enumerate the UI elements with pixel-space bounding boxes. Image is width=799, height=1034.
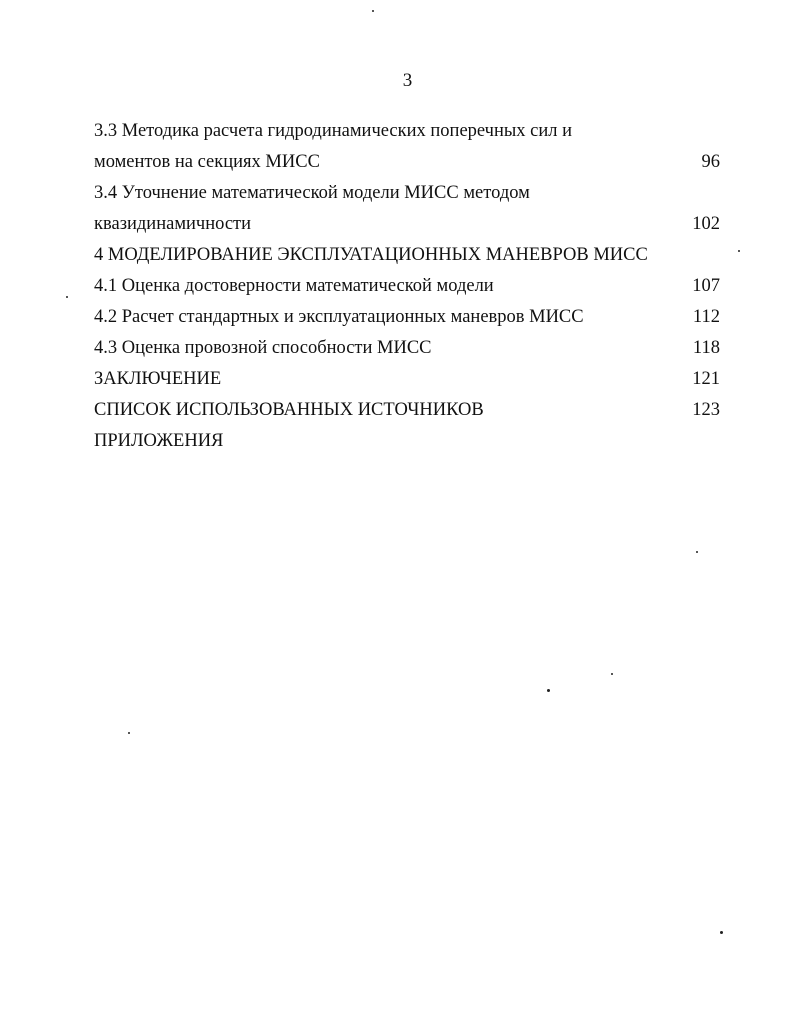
toc-entry-title: 4 МОДЕЛИРОВАНИЕ ЭКСПЛУАТАЦИОННЫХ МАНЕВРОВ МИСС: [94, 245, 648, 265]
table-of-contents: [94, 116, 724, 457]
toc-entry: [94, 209, 724, 240]
toc-entry-page: 121: [692, 369, 720, 389]
toc-entry: [94, 178, 724, 209]
scan-speck: [738, 250, 740, 252]
toc-entry: [94, 147, 724, 178]
toc-entry-title: ЗАКЛЮЧЕНИЕ: [94, 369, 222, 389]
scan-speck: [611, 673, 613, 675]
toc-entry: [94, 395, 724, 426]
toc-entry-title: 4.1 Оценка достоверности математической модели: [94, 276, 494, 296]
toc-entry: [94, 364, 724, 395]
toc-entry: [94, 426, 724, 457]
scan-speck: [696, 551, 698, 553]
toc-entry-title: 4.2 Расчет стандартных и эксплуатационных маневров МИСС: [94, 307, 584, 327]
toc-entry-page: 123: [692, 400, 720, 420]
toc-entry-page: 107: [692, 276, 720, 296]
page-number: 3: [402, 70, 413, 91]
toc-entry: [94, 271, 724, 302]
toc-entry-title: 3.4 Уточнение математической модели МИСС методом: [94, 183, 530, 203]
toc-entry-title: 4.3 Оценка провозной способности МИСС: [94, 338, 432, 358]
toc-entry: [94, 240, 724, 271]
scan-speck: [66, 296, 68, 298]
scan-speck: [372, 10, 374, 12]
toc-entry-title: квазидинамичности: [94, 214, 252, 234]
toc-entry-page: 118: [692, 338, 720, 358]
toc-entry-title: ПРИЛОЖЕНИЯ: [94, 431, 224, 451]
toc-entry-page: 96: [701, 152, 720, 172]
toc-entry-title: СПИСОК ИСПОЛЬЗОВАННЫХ ИСТОЧНИКОВ: [94, 400, 484, 420]
toc-entry-title: 3.3 Методика расчета гидродинамических поперечных сил и: [94, 121, 573, 141]
toc-entry: [94, 333, 724, 364]
scan-speck: [128, 732, 130, 734]
toc-entry-page: 112: [692, 307, 720, 327]
toc-entry-title: моментов на секциях МИСС: [94, 152, 320, 172]
toc-entry: [94, 302, 724, 333]
scan-speck: [547, 689, 550, 692]
scan-speck: [720, 931, 723, 934]
toc-entry-page: 102: [692, 214, 720, 234]
toc-entry: [94, 116, 724, 147]
